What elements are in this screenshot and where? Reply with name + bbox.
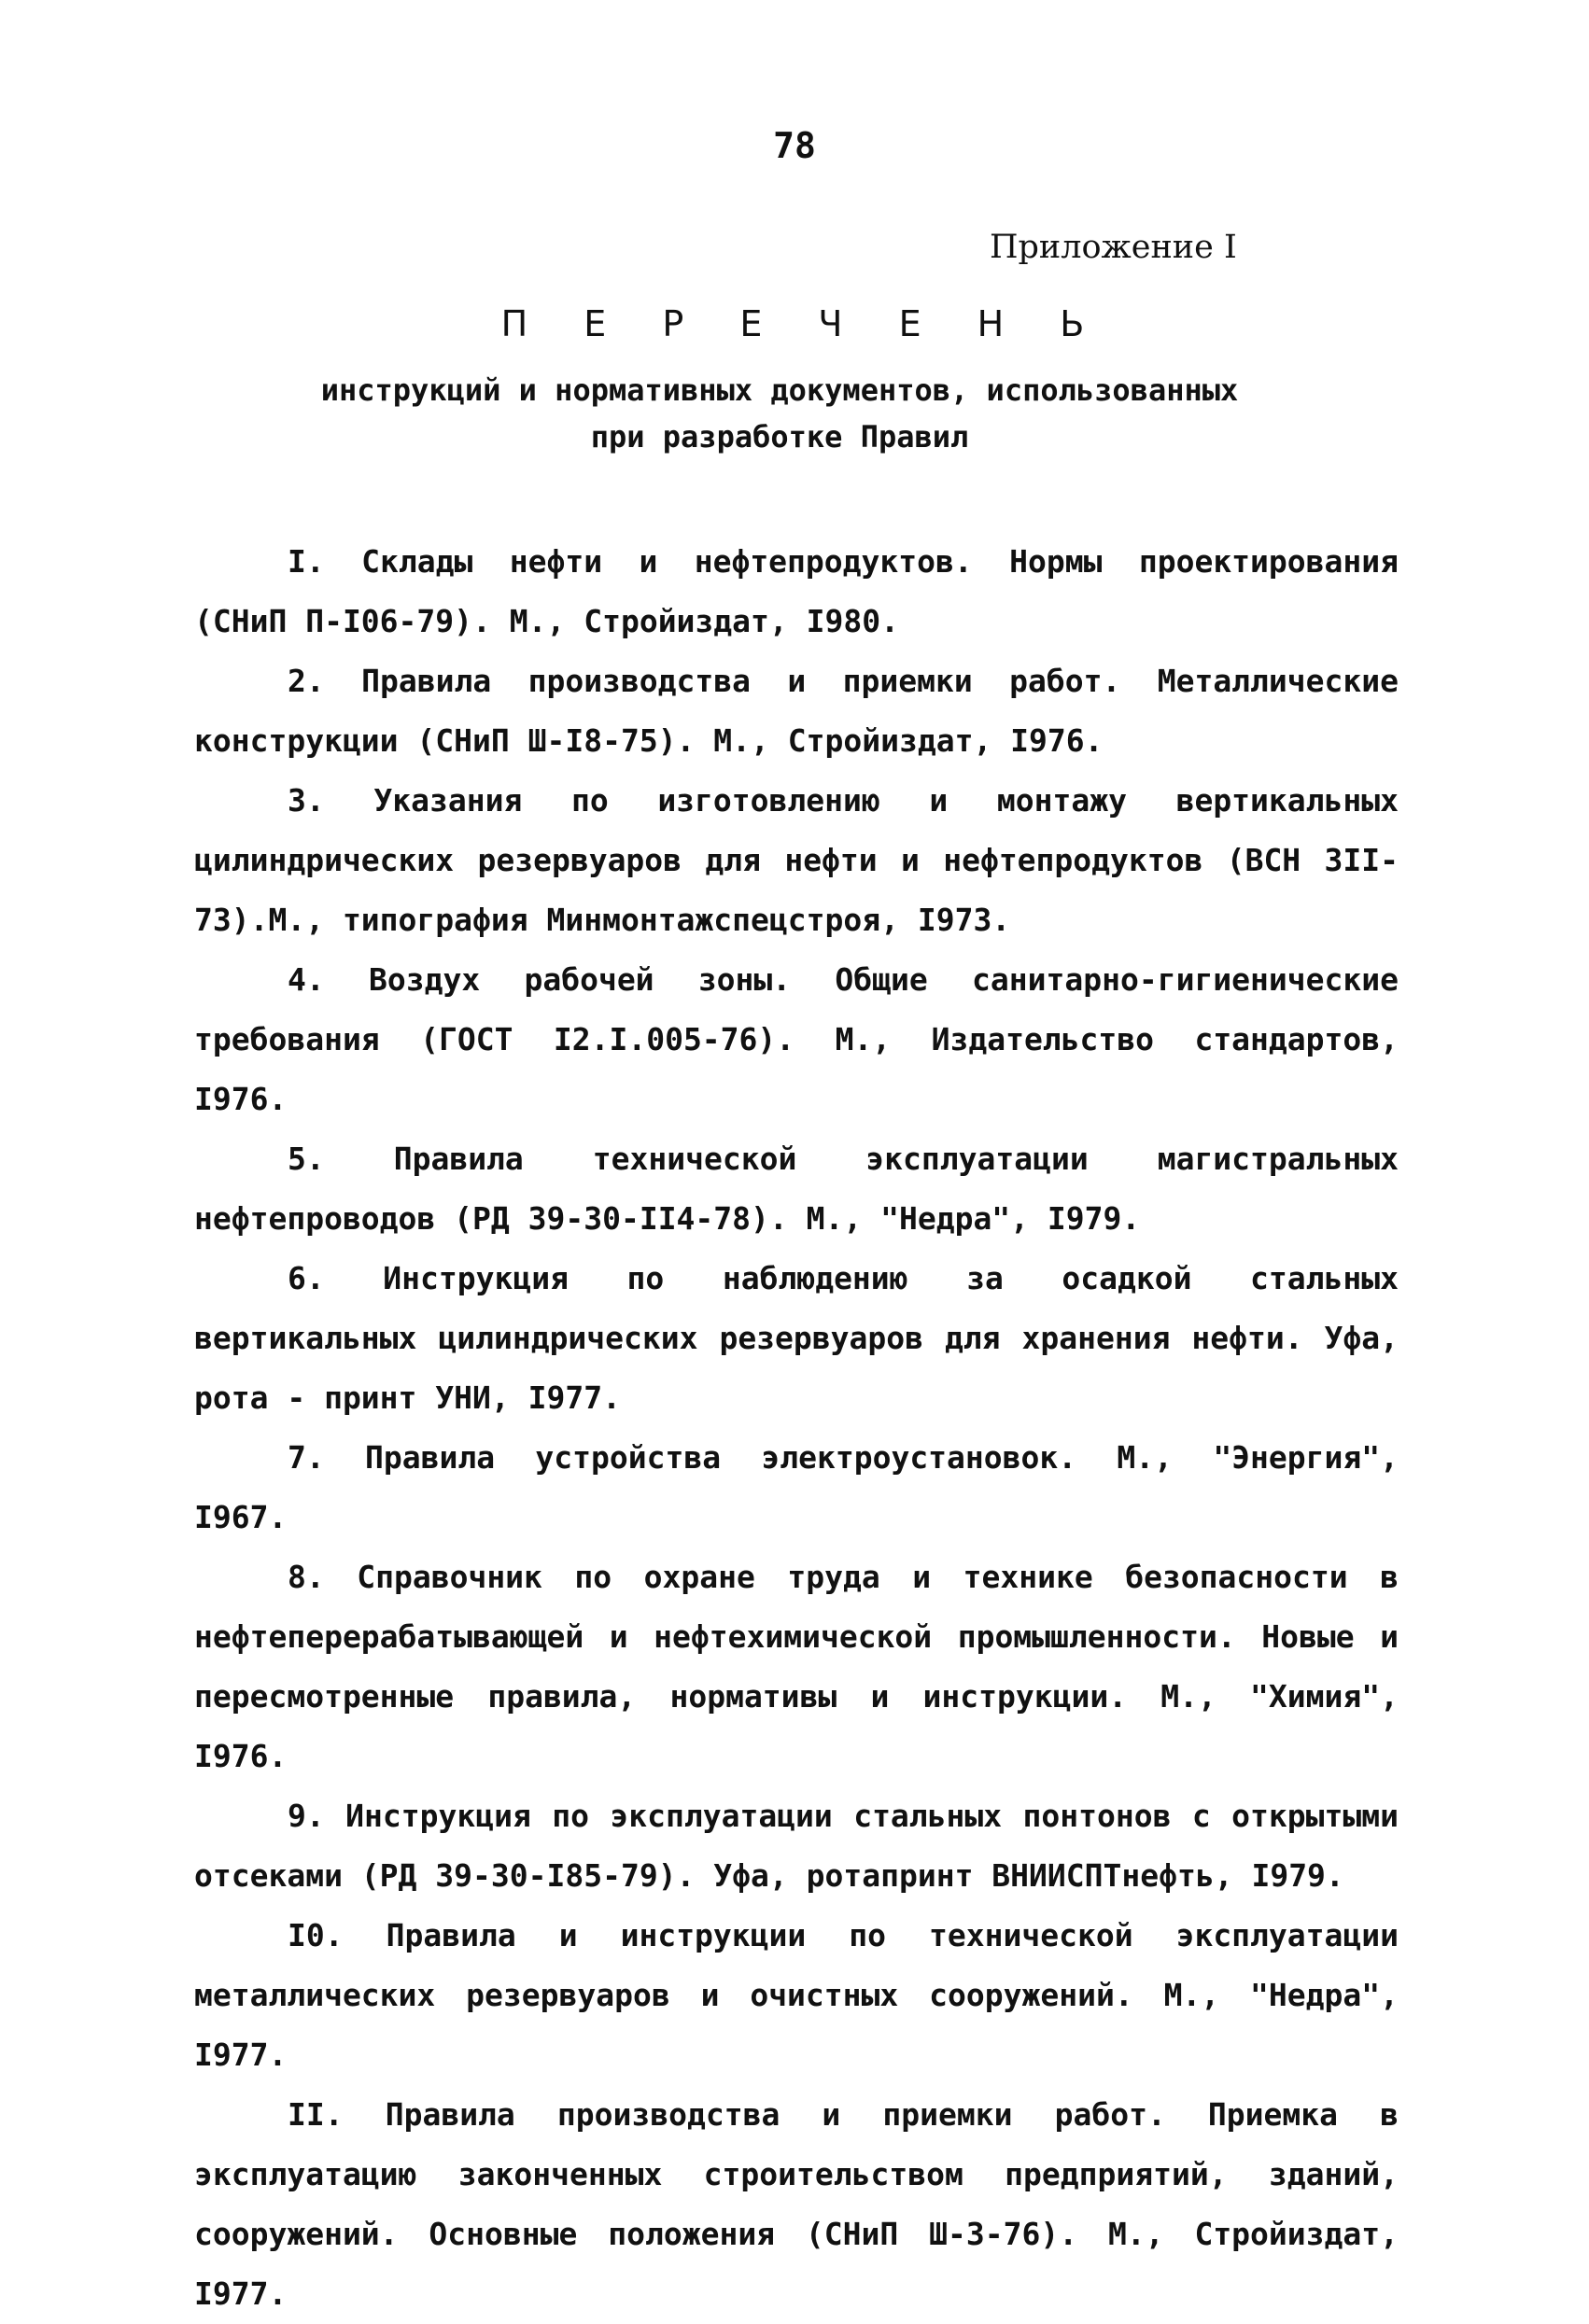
subtitle-line: инструкций и нормативных документов, использованных: [320, 372, 1239, 408]
list-item: 5. Правила технической эксплуатации магистральных нефтепроводов (РД 39-30-II4-78). М., "Недра", I979.: [194, 1141, 1399, 1237]
list-item: 3. Указания по изготовлению и монтажу вертикальных цилиндрических резервуаров для нефти и нефтепродуктов (ВСН 3II-73).М., типография Минмонтажспецстроя, I973.: [194, 782, 1399, 938]
list-item: I. Склады нефти и нефтепродуктов. Нормы проектирования (СНиП П-I06-79). М., Стройиздат, I980.: [194, 543, 1399, 639]
list-item: I0. Правила и инструкции по технической эксплуатации металлических резервуаров и очистных сооружений. М., "Недра", I977.: [194, 1917, 1399, 2073]
reference-list: [194, 532, 1399, 2324]
appendix-label: Приложение I: [990, 229, 1237, 266]
page-number: 78: [773, 125, 816, 166]
document-subtitle: [233, 367, 1326, 460]
list-item: 9. Инструкция по эксплуатации стальных понтонов с открытыми отсеками (РД 39-30-I85-79). Уфа, ротапринт ВНИИСПТнефть, I979.: [194, 1798, 1399, 1894]
list-item: 2. Правила производства и приемки работ. Металлические конструкции (СНиП Ш-I8-75). М., Стройиздат, I976.: [194, 663, 1399, 759]
subtitle-line: при разработке Правил: [590, 419, 969, 455]
document-title: П Е Р Е Ч Е Н Ь: [500, 303, 1107, 344]
list-item: 8. Справочник по охране труда и технике безопасности в нефтеперерабатывающей и нефтехимической промышленности. Новые и пересмотренные правила, нормативы и инструкции. М., "Химия", I976.: [194, 1559, 1399, 1774]
list-item: II. Правила производства и приемки работ. Приемка в эксплуатацию законченных строительством предприятий, зданий, сооружений. Основные положения (СНиП Ш-3-76). М., Стройиздат, I977.: [194, 2096, 1399, 2312]
list-item: 7. Правила устройства электроустановок. М., "Энергия", I967.: [194, 1439, 1399, 1535]
list-item: 4. Воздух рабочей зоны. Общие санитарно-гигиенические требования (ГОСТ I2.I.005-76). М., Издательство стандартов, I976.: [194, 961, 1399, 1117]
list-item: 6. Инструкция по наблюдению за осадкой стальных вертикальных цилиндрических резервуаров для хранения нефти. Уфа, рота - принт УНИ, I977.: [194, 1260, 1399, 1416]
